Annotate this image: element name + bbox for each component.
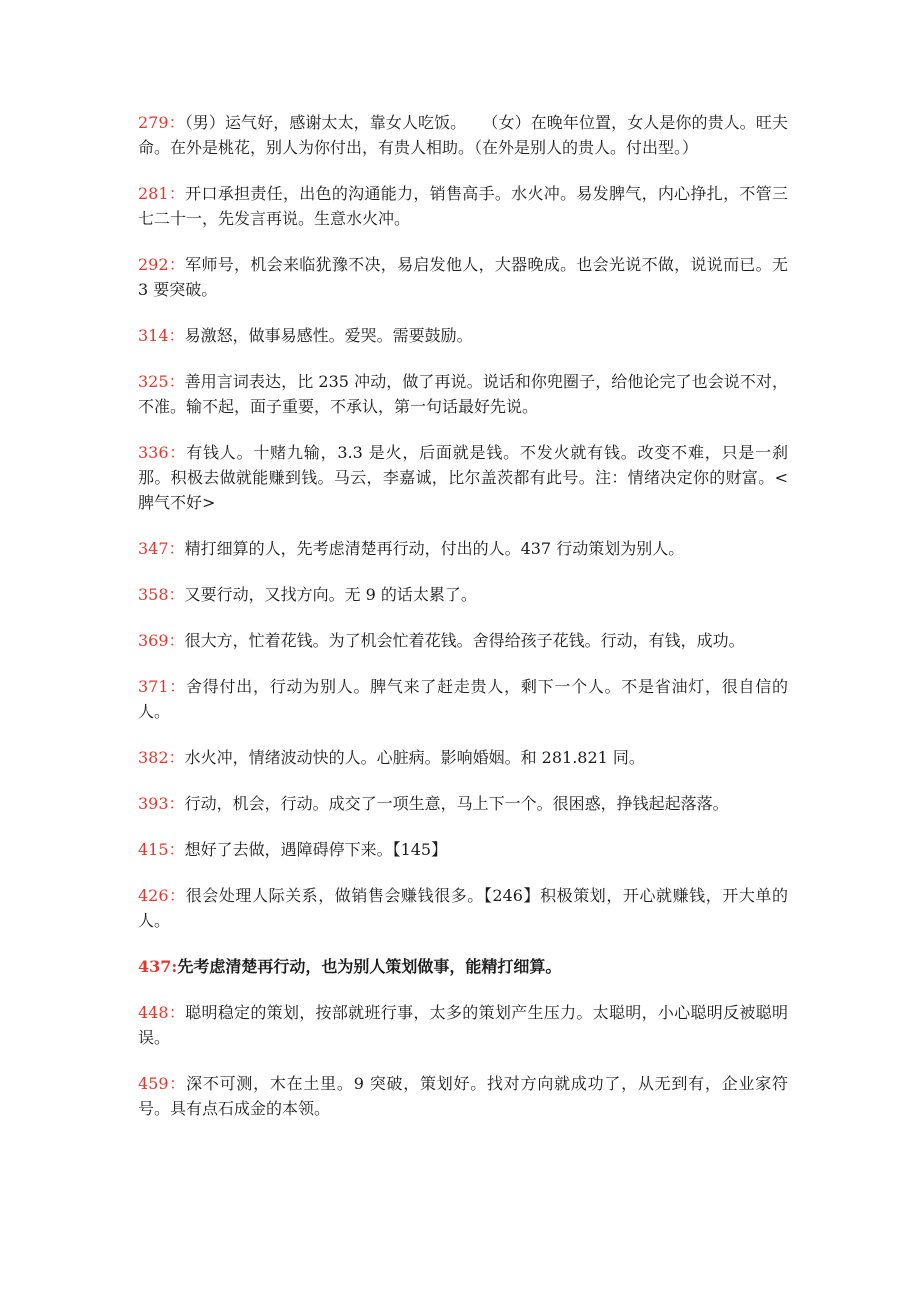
entry-number: 279：	[138, 113, 185, 132]
entry-292	[138, 252, 788, 302]
entry-text: 有钱人。十赌九输，3.3 是火，后面就是钱。不发火就有钱。改变不难，只是一刹那。积极去做就能赚到钱。马云，李嘉诚，比尔盖茨都有此号。注：情绪决定你的财富。<脾气不好>	[138, 443, 788, 512]
entry-393	[138, 791, 788, 816]
entry-325	[138, 369, 788, 419]
entry-number: 281：	[138, 184, 186, 203]
entry-text: 先考虑清楚再行动，也为别人策划做事，能精打细算。	[177, 957, 562, 976]
entry-382	[138, 745, 788, 770]
entry-text: 又要行动，又找方向。无 9 的话太累了。	[184, 585, 477, 604]
entry-number: 415：	[138, 840, 185, 859]
entry-426	[138, 883, 788, 933]
entry-text: 军师号，机会来临犹豫不决，易启发他人，大器晚成。也会光说不做，说说而已。无 3 要突破。	[138, 255, 788, 299]
entry-437	[138, 954, 788, 979]
entry-text: 善用言词表达，比 235 冲动，做了再说。说话和你兜圈子，给他论完了也会说不对，不准。输不起，面子重要，不承认，第一句话最好先说。	[138, 372, 788, 416]
entry-371	[138, 674, 788, 724]
entry-number: 369：	[138, 631, 185, 650]
entry-text: 行动，机会，行动。成交了一项生意，马上下一个。很困惑，挣钱起起落落。	[184, 794, 729, 813]
entry-336	[138, 440, 788, 515]
entry-text: 舍得付出，行动为别人。脾气来了赶走贵人，剩下一个人。不是省油灯，很自信的人。	[138, 677, 788, 721]
entry-number: 437:	[138, 957, 178, 976]
entry-number: 448：	[138, 1003, 186, 1022]
entry-415	[138, 837, 788, 862]
entry-number: 314：	[138, 326, 185, 345]
entry-369	[138, 628, 788, 653]
entry-number: 371：	[138, 677, 187, 696]
entry-text: 想好了去做，遇障碍停下来。【145】	[184, 840, 448, 859]
entry-text: （男）运气好，感谢太太，靠女人吃饭。 （女）在晚年位置，女人是你的贵人。旺夫命。在外是桃花，别人为你付出，有贵人相助。（在外是别人的贵人。付出型。）	[138, 113, 788, 157]
entry-number: 426：	[138, 886, 186, 905]
document-body	[138, 110, 788, 1142]
entry-number: 336：	[138, 443, 187, 462]
entry-number: 325：	[138, 372, 185, 391]
entry-text: 易激怒，做事易感性。爱哭。需要鼓励。	[184, 326, 473, 345]
entry-text: 精打细算的人，先考虑清楚再行动，付出的人。437 行动策划为别人。	[184, 539, 685, 558]
entry-448	[138, 1000, 788, 1050]
entry-number: 347：	[138, 539, 185, 558]
entry-459	[138, 1071, 788, 1121]
entry-number: 292：	[138, 255, 186, 274]
entry-number: 393：	[138, 794, 185, 813]
entry-text: 开口承担责任，出色的沟通能力，销售高手。水火冲。易发脾气，内心挣扎，不管三七二十一，先发言再说。生意水火冲。	[138, 184, 788, 228]
entry-text: 很大方，忙着花钱。为了机会忙着花钱。舍得给孩子花钱。行动，有钱，成功。	[184, 631, 745, 650]
entry-text: 水火冲，情绪波动快的人。心脏病。影响婚姻。和 281.821 同。	[184, 748, 645, 767]
entry-text: 很会处理人际关系，做销售会赚钱很多。【246】积极策划，开心就赚钱，开大单的人。	[138, 886, 788, 930]
entry-358	[138, 582, 788, 607]
entry-number: 459：	[138, 1074, 187, 1093]
entry-text: 深不可测，木在土里。9 突破，策划好。找对方向就成功了，从无到有，企业家符号。具有点石成金的本领。	[138, 1074, 788, 1118]
entry-number: 358：	[138, 585, 185, 604]
entry-281	[138, 181, 788, 231]
entry-text: 聪明稳定的策划，按部就班行事，太多的策划产生压力。太聪明，小心聪明反被聪明误。	[138, 1003, 788, 1047]
entry-279	[138, 110, 788, 160]
entry-347	[138, 536, 788, 561]
entry-number: 382：	[138, 748, 185, 767]
entry-314	[138, 323, 788, 348]
